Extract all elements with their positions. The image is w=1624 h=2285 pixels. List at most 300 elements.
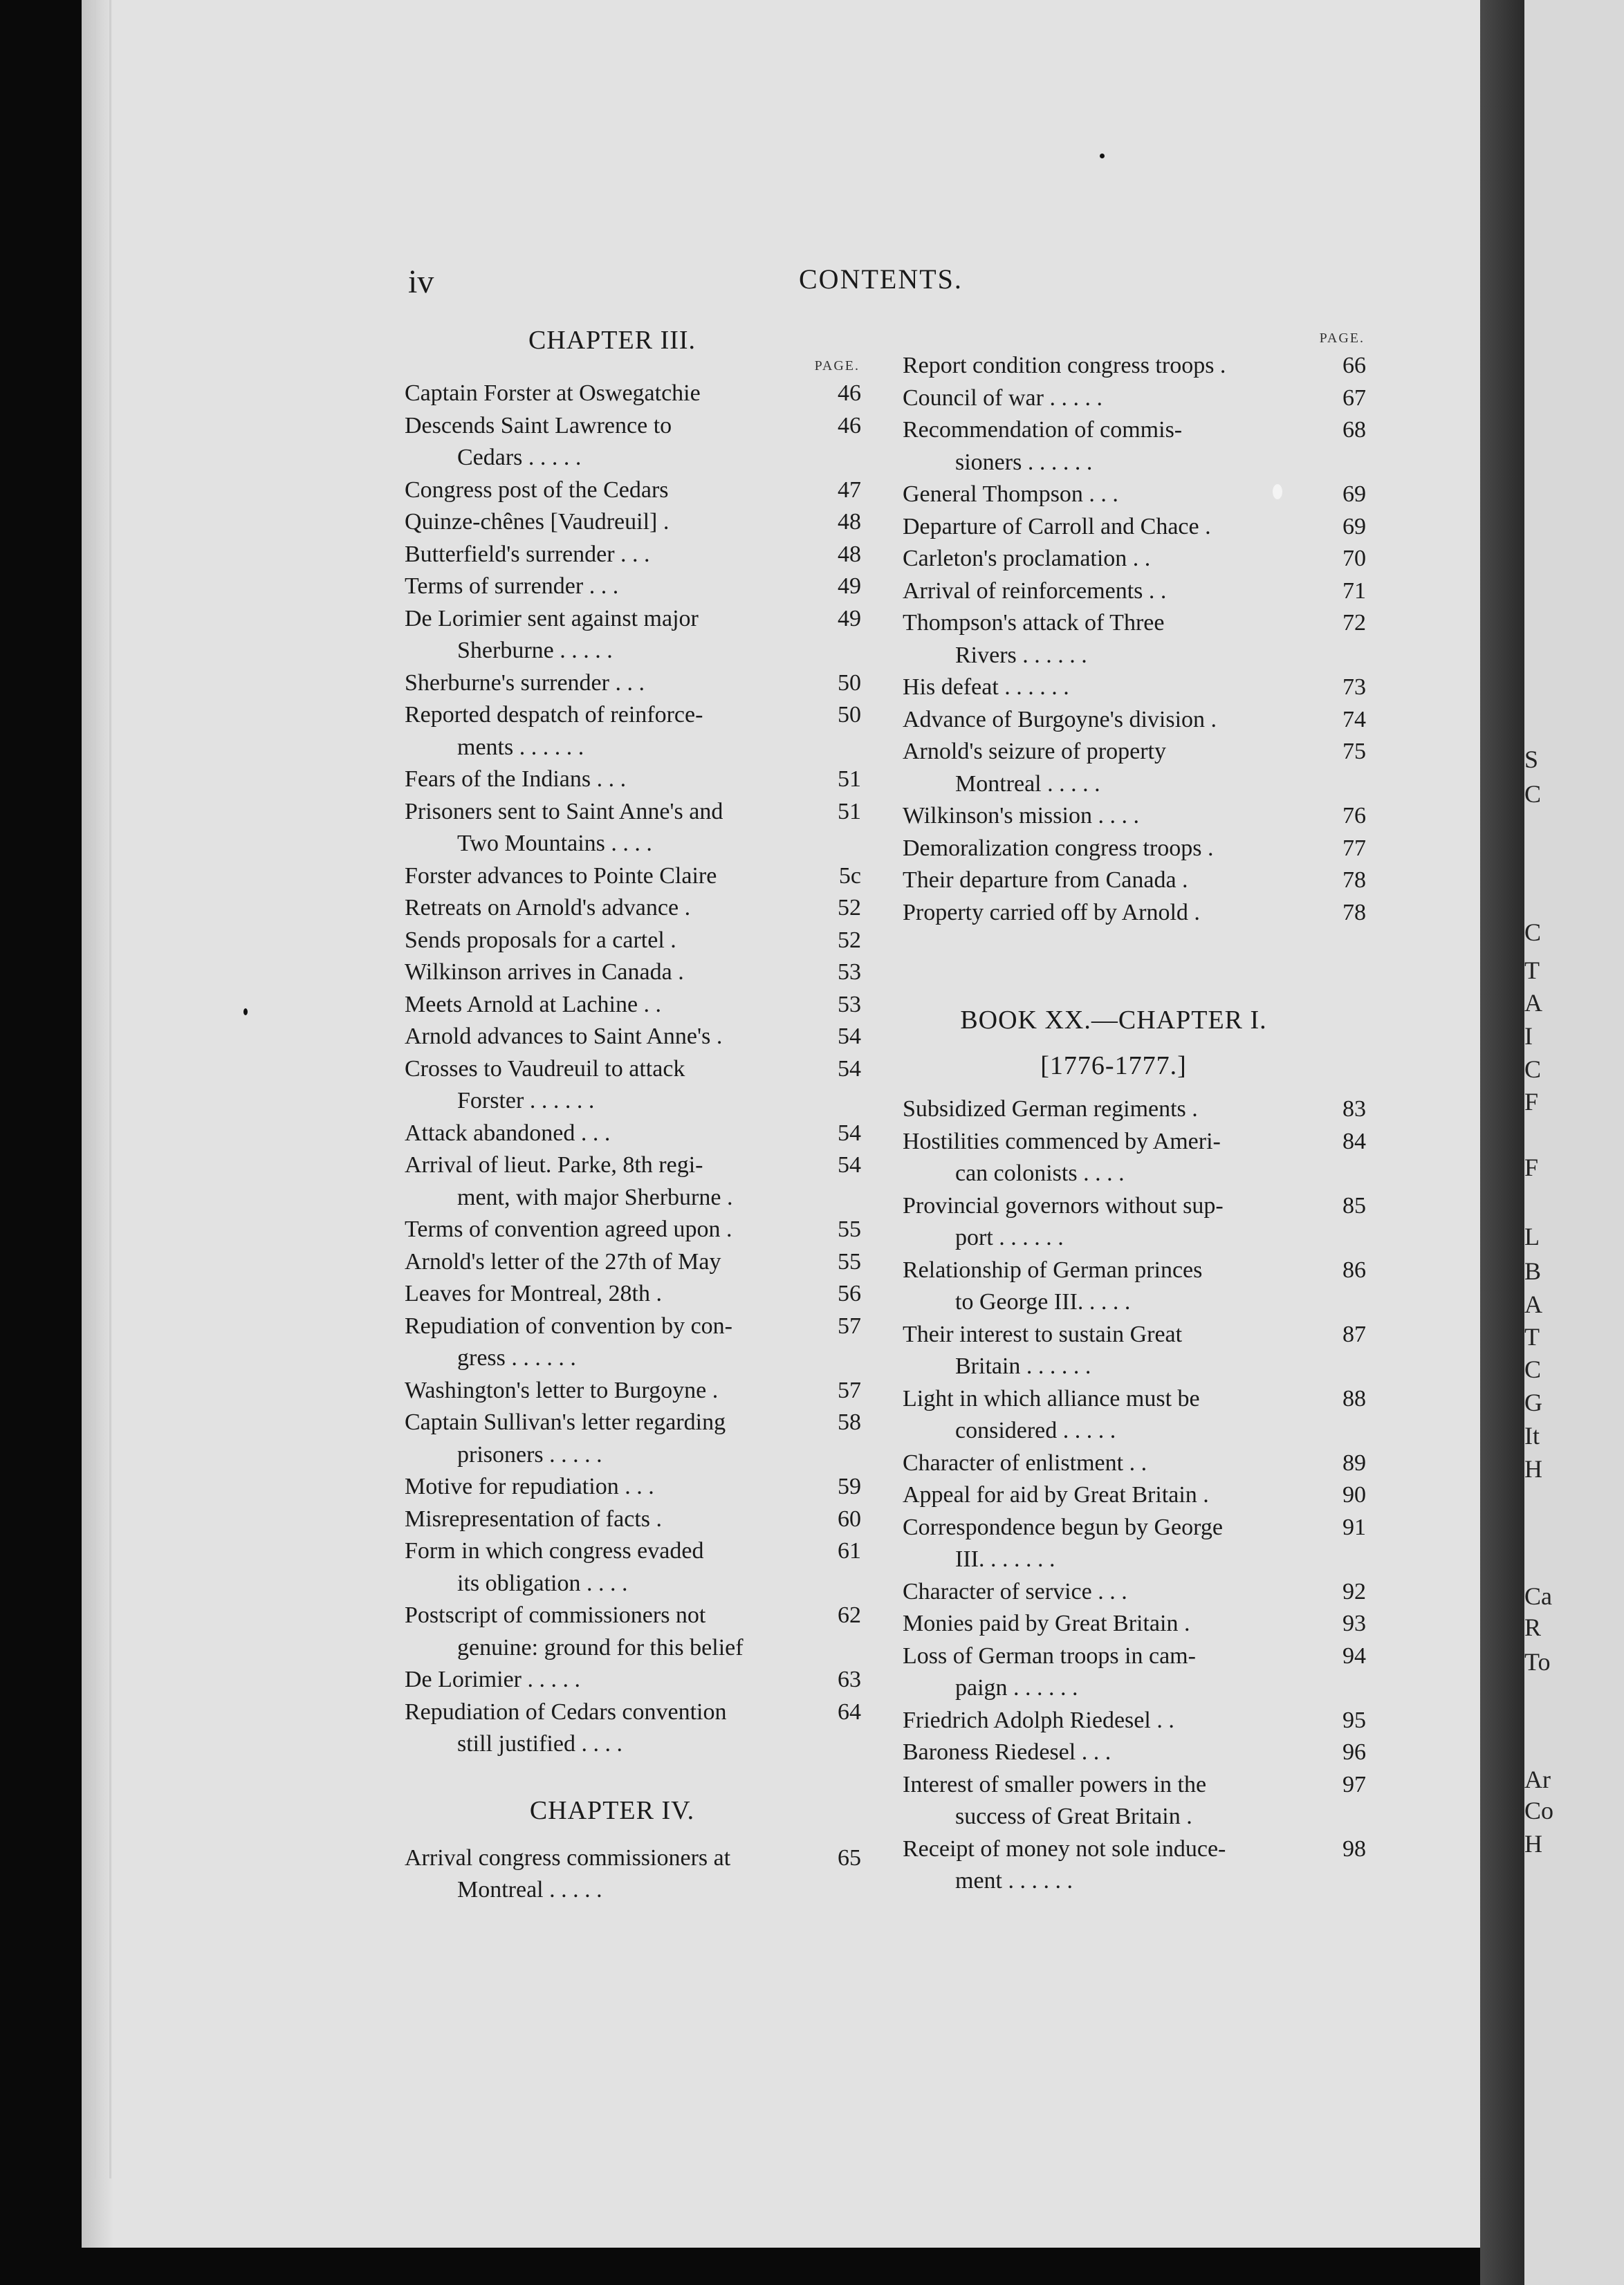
toc-page-number: 73 [1342, 674, 1366, 700]
toc-entry-continuation: Rivers . . . . . . [955, 642, 1087, 668]
toc-entry-title [903, 1383, 1325, 1447]
toc-entry [903, 1512, 1366, 1576]
toc-entry-text: Character of enlistment . . [903, 1450, 1147, 1476]
toc-entry-text: Attack abandoned . . . [405, 1120, 611, 1146]
toc-entry-text: Property carried off by Arnold . [903, 899, 1200, 925]
toc-entry-text: Meets Arnold at Lachine . . [405, 991, 662, 1017]
toc-entry [405, 539, 861, 571]
toc-entry-text: Friedrich Adolph Riedesel . . [903, 1707, 1174, 1733]
toc-entry-continuation: still justified . . . . [457, 1731, 622, 1757]
toc-entry [405, 1696, 861, 1761]
toc-entry [405, 956, 861, 989]
toc-entry-title [405, 1504, 820, 1536]
toc-entry [903, 575, 1366, 608]
toc-page-number: 54 [838, 1120, 861, 1146]
toc-entry-continuation: Cedars . . . . . [457, 445, 582, 470]
toc-page-number: 65 [838, 1844, 861, 1871]
toc-entry-title [405, 699, 820, 764]
toc-page-number: 55 [838, 1216, 861, 1242]
ink-speck [243, 1008, 248, 1015]
toc-entry [405, 1118, 861, 1150]
toc-entry-text: Provincial governors without sup- [903, 1192, 1224, 1219]
toc-page-number: 95 [1342, 1707, 1366, 1733]
toc-entry [903, 704, 1366, 737]
toc-entry-text: Form in which congress evaded [405, 1538, 704, 1564]
toc-page-number: 54 [838, 1152, 861, 1178]
toc-page-number: 88 [1342, 1385, 1366, 1412]
toc-entry-continuation: Britain . . . . . . [955, 1353, 1091, 1379]
page-fold-line [109, 0, 111, 2178]
toc-entry [405, 410, 861, 474]
toc-entry-continuation: considered . . . . . [955, 1418, 1116, 1443]
toc-entry-continuation: Montreal . . . . . [955, 770, 1100, 797]
facing-page-fragment: To [1524, 1648, 1551, 1676]
toc-page-number: 54 [838, 1055, 861, 1082]
toc-entry-text: Quinze-chênes [Vaudreuil] . [405, 509, 670, 535]
toc-entry-text: Arrival of reinforcements . . [903, 577, 1167, 604]
toc-entry [405, 603, 861, 667]
toc-entry-text: Interest of smaller powers in the [903, 1771, 1207, 1797]
toc-entry [405, 1842, 861, 1907]
toc-page-number: 98 [1342, 1835, 1366, 1862]
toc-entry [903, 414, 1366, 479]
toc-entry-title [903, 1190, 1325, 1255]
toc-entry-text: Fears of the Indians . . . [405, 766, 627, 792]
toc-entry [903, 1319, 1366, 1383]
toc-page-number: 89 [1342, 1450, 1366, 1476]
toc-page-number: 92 [1342, 1578, 1366, 1604]
toc-entry-title [405, 1311, 820, 1375]
toc-entry-title [405, 1696, 820, 1761]
toc-entry-text: Arnold's seizure of property [903, 739, 1166, 764]
toc-entry-title [903, 1640, 1325, 1705]
toc-entry [405, 892, 861, 925]
toc-page-number: 5c [838, 862, 861, 889]
toc-entry-title [903, 800, 1325, 833]
toc-entry [903, 1608, 1366, 1640]
toc-page-number: 78 [1342, 899, 1366, 925]
toc-entry-title [405, 860, 820, 893]
toc-entry [903, 897, 1366, 929]
toc-entry [903, 511, 1366, 544]
toc-entry-title [405, 1246, 820, 1279]
chapter-iv-entries [405, 1842, 861, 1907]
toc-entry [903, 672, 1366, 704]
toc-page-number: 46 [838, 380, 861, 406]
toc-entry [405, 699, 861, 764]
toc-entry-title [405, 378, 820, 410]
toc-entry [903, 382, 1366, 415]
toc-entry [405, 1246, 861, 1279]
toc-entry [903, 736, 1366, 800]
toc-entry-text: Prisoners sent to Saint Anne's and [405, 798, 723, 824]
toc-entry [903, 1255, 1366, 1319]
toc-entry-continuation: ments . . . . . . [457, 734, 584, 760]
toc-page-number: 49 [838, 605, 861, 631]
toc-entry-title [405, 1664, 820, 1696]
toc-entry-title [903, 1512, 1325, 1576]
facing-page-fragment: F [1524, 1154, 1539, 1181]
toc-entry-title [903, 1319, 1325, 1383]
toc-entry [903, 1190, 1366, 1255]
toc-entry-continuation: III. . . . . . . [955, 1546, 1055, 1572]
toc-page-number: 59 [838, 1474, 861, 1499]
toc-entry-text: Loss of German troops in cam- [903, 1643, 1196, 1669]
toc-page-number: 96 [1342, 1739, 1366, 1765]
toc-page-number: 90 [1342, 1482, 1366, 1508]
toc-page-number: 46 [838, 412, 861, 438]
toc-entry-text: Congress post of the Cedars [405, 477, 669, 503]
toc-entry-title [903, 704, 1325, 737]
toc-entry-text: Baroness Riedesel . . . [903, 1739, 1111, 1765]
toc-entry-text: Repudiation of convention by con- [405, 1313, 733, 1339]
toc-entry-text: Terms of convention agreed upon . [405, 1216, 732, 1242]
toc-entry-title [903, 1447, 1325, 1480]
toc-entry [405, 378, 861, 410]
toc-entry-text: De Lorimier sent against major [405, 605, 699, 631]
toc-entry-text: Hostilities commenced by Ameri- [903, 1128, 1221, 1154]
toc-entry-title [405, 764, 820, 796]
toc-entry [903, 864, 1366, 897]
page-title: CONTENTS. [799, 263, 963, 295]
toc-entry [903, 1576, 1366, 1609]
toc-entry-continuation: ment, with major Sherburne . [457, 1184, 733, 1210]
page-fold-line [94, 0, 96, 2178]
toc-page-number: 56 [838, 1281, 861, 1306]
toc-entry-continuation: prisoners . . . . . [457, 1441, 602, 1468]
facing-page-fragment: T [1524, 1323, 1540, 1351]
facing-page-fragment: L [1524, 1223, 1540, 1250]
toc-page-number: 50 [838, 669, 861, 696]
toc-entry-text: Wilkinson arrives in Canada . [405, 959, 684, 985]
facing-page-fragment: It [1524, 1422, 1540, 1450]
toc-page-number: 91 [1342, 1514, 1366, 1540]
toc-entry [903, 543, 1366, 575]
facing-page-fragment: C [1524, 780, 1542, 808]
toc-entry-text: Carleton's proclamation . . [903, 546, 1151, 571]
toc-page-number: 68 [1342, 417, 1366, 443]
toc-entry-title [903, 1769, 1325, 1833]
toc-entry-title [405, 1053, 820, 1118]
toc-page-number: 58 [838, 1409, 861, 1435]
toc-page-number: 48 [838, 509, 861, 535]
book-chapter-heading: BOOK XX.—CHAPTER I. [960, 1006, 1267, 1035]
toc-entry-text: Retreats on Arnold's advance . [405, 895, 691, 921]
toc-entry-text: Their interest to sustain Great [903, 1321, 1183, 1347]
toc-entry-text: Light in which alliance must be [903, 1385, 1200, 1412]
toc-page-number: 48 [838, 541, 861, 567]
toc-entry-text: Character of service . . . [903, 1578, 1127, 1604]
toc-page-number: 72 [1342, 610, 1366, 636]
toc-entry [903, 1769, 1366, 1833]
toc-entry [405, 1021, 861, 1053]
chapter-heading: CHAPTER III. [528, 326, 696, 355]
facing-page-fragment: G [1524, 1389, 1542, 1416]
toc-entry [405, 1278, 861, 1311]
facing-page-fragment: H [1524, 1830, 1542, 1858]
page-column-label: PAGE. [1319, 331, 1365, 346]
toc-entry [405, 1214, 861, 1246]
toc-entry [903, 1705, 1366, 1737]
toc-entry-title [405, 539, 820, 571]
page-column-label: PAGE. [814, 358, 860, 373]
facing-page-fragment: C [1524, 918, 1542, 946]
toc-entry-text: Arnold advances to Saint Anne's . [405, 1024, 723, 1049]
toc-entry [405, 764, 861, 796]
toc-entry [405, 1504, 861, 1536]
toc-page-number: 77 [1342, 835, 1366, 861]
toc-entry [405, 1471, 861, 1504]
toc-entry [903, 1126, 1366, 1190]
toc-entry-title [405, 1118, 820, 1150]
toc-page-number: 69 [1342, 513, 1366, 539]
toc-entry-text: Subsidized German regiments . [903, 1096, 1198, 1122]
toc-entry-title [903, 607, 1325, 672]
toc-entry [405, 860, 861, 893]
toc-entry-text: Receipt of money not sole induce- [903, 1835, 1226, 1862]
toc-page-number: 51 [838, 798, 861, 824]
toc-entry-title [405, 1214, 820, 1246]
toc-entry [405, 506, 861, 539]
toc-entry-title [405, 1535, 820, 1600]
toc-entry-continuation: genuine: ground for this belief [457, 1634, 744, 1660]
toc-page-number: 62 [838, 1602, 861, 1628]
toc-entry-title [903, 382, 1325, 415]
toc-page-number: 75 [1342, 739, 1366, 764]
facing-page-fragment: T [1524, 956, 1540, 984]
toc-entry [405, 1311, 861, 1375]
toc-entry-title [903, 1737, 1325, 1769]
toc-page-number: 47 [838, 477, 861, 503]
facing-page-fragment: C [1524, 1055, 1542, 1083]
toc-page-number: 52 [838, 895, 861, 921]
toc-entry-title [903, 1608, 1325, 1640]
toc-entry-title [405, 989, 820, 1021]
facing-page-fragment: A [1524, 989, 1542, 1017]
toc-entry [405, 1600, 861, 1664]
toc-page-number: 84 [1342, 1128, 1366, 1154]
page-number: iv [408, 263, 434, 300]
toc-entry-text: Correspondence begun by George [903, 1514, 1223, 1540]
book-xx-entries [903, 1093, 1366, 1898]
toc-entry-title [903, 897, 1325, 929]
toc-entry-title [903, 672, 1325, 704]
toc-entry-text: Motive for repudiation . . . [405, 1474, 654, 1499]
toc-entry-continuation: to George III. . . . . [955, 1289, 1131, 1315]
toc-entry-title [903, 1705, 1325, 1737]
facing-page-fragment: I [1524, 1022, 1533, 1050]
toc-page-number: 76 [1342, 803, 1366, 829]
toc-entry-title [903, 543, 1325, 575]
toc-entry-title [903, 350, 1325, 382]
toc-entry [405, 474, 861, 507]
toc-entry-title [903, 1479, 1325, 1512]
toc-entry-text: Postscript of commissioners not [405, 1602, 706, 1628]
toc-entry-title [405, 1021, 820, 1053]
chapter-date-range: [1776-1777.] [1040, 1051, 1187, 1080]
toc-entry-text: Departure of Carroll and Chace . [903, 513, 1211, 539]
toc-page-number: 69 [1342, 481, 1366, 507]
toc-page-number: 50 [838, 702, 861, 728]
toc-entry-title [405, 410, 820, 474]
toc-entry [405, 571, 861, 603]
facing-page-fragment: Ca [1524, 1582, 1552, 1610]
ink-speck [1100, 154, 1105, 158]
facing-page-fragment: H [1524, 1455, 1542, 1483]
toc-entry-continuation: ment . . . . . . [955, 1868, 1073, 1894]
toc-entry-text: Captain Forster at Oswegatchie [405, 380, 701, 406]
toc-entry-text: Recommendation of commis- [903, 417, 1183, 443]
toc-entry-text: Their departure from Canada . [903, 867, 1188, 893]
facing-page [1524, 0, 1624, 2285]
toc-entry-continuation: Forster . . . . . . [457, 1088, 595, 1113]
toc-page-number: 78 [1342, 867, 1366, 893]
toc-entry [405, 1149, 861, 1214]
toc-entry-title [405, 925, 820, 957]
toc-entry-continuation: paign . . . . . . [955, 1675, 1078, 1701]
toc-entry-title [903, 1576, 1325, 1609]
facing-page-fragment: R [1524, 1613, 1542, 1641]
toc-entry-text: Arrival of lieut. Parke, 8th regi- [405, 1152, 703, 1178]
toc-entry [903, 1447, 1366, 1480]
chapter-heading: CHAPTER IV. [529, 1795, 695, 1825]
toc-entry-title [903, 736, 1325, 800]
toc-entry-title [405, 474, 820, 507]
toc-entry-text: Report condition congress troops . [903, 353, 1226, 378]
toc-entry-title [903, 511, 1325, 544]
facing-page-fragment: B [1524, 1257, 1542, 1285]
toc-entry-continuation: success of Great Britain . [955, 1804, 1192, 1829]
toc-entry-text: Arrival congress commissioners at [405, 1844, 731, 1871]
toc-page-number: 49 [838, 573, 861, 599]
toc-entry [903, 1833, 1366, 1898]
toc-entry [405, 667, 861, 700]
facing-page-fragment: F [1524, 1088, 1539, 1116]
toc-page-number: 83 [1342, 1096, 1366, 1122]
toc-entry-title [405, 1842, 820, 1907]
toc-page-number: 86 [1342, 1257, 1366, 1283]
toc-entry [405, 1664, 861, 1696]
toc-entry [903, 1383, 1366, 1447]
toc-entry-text: Descends Saint Lawrence to [405, 412, 672, 438]
toc-entry-text: Advance of Burgoyne's division . [903, 706, 1217, 732]
toc-entry-text: Arnold's letter of the 27th of May [405, 1248, 721, 1275]
toc-entry [903, 1093, 1366, 1126]
toc-entry-text: Reported despatch of reinforce- [405, 702, 703, 728]
toc-entry-continuation: port . . . . . . [955, 1225, 1064, 1250]
toc-entry-text: His defeat . . . . . . [903, 674, 1069, 700]
toc-entry [405, 1535, 861, 1600]
toc-entry-title [903, 1126, 1325, 1190]
toc-entry-continuation: sioners . . . . . . [955, 449, 1093, 475]
toc-entry-text: Council of war . . . . . [903, 385, 1102, 411]
toc-page-number: 94 [1342, 1643, 1366, 1669]
toc-entry-text: Wilkinson's mission . . . . [903, 803, 1139, 829]
toc-page-number: 51 [838, 766, 861, 792]
toc-entry-continuation: Sherburne . . . . . [457, 638, 613, 663]
toc-entry-text: Monies paid by Great Britain . [903, 1611, 1190, 1636]
toc-entry [405, 1053, 861, 1118]
toc-page-number: 53 [838, 959, 861, 985]
toc-entry-text: Appeal for aid by Great Britain . [903, 1482, 1209, 1508]
toc-entry-text: Leaves for Montreal, 28th . [405, 1281, 662, 1306]
running-head [408, 263, 1321, 304]
toc-entry [903, 1640, 1366, 1705]
toc-entry [405, 796, 861, 860]
toc-page-number: 67 [1342, 385, 1366, 411]
toc-entry [405, 925, 861, 957]
toc-entry-title [405, 1375, 820, 1407]
toc-entry [903, 833, 1366, 865]
toc-entry-continuation: Montreal . . . . . [457, 1877, 602, 1903]
toc-page-number: 87 [1342, 1321, 1366, 1347]
toc-page-number: 93 [1342, 1611, 1366, 1636]
toc-entry-text: Demoralization congress troops . [903, 835, 1214, 861]
toc-entry-title [903, 1833, 1325, 1898]
toc-page-number: 71 [1342, 577, 1366, 604]
toc-page-number: 52 [838, 927, 861, 953]
toc-entry-text: Sherburne's surrender . . . [405, 669, 645, 696]
toc-entry-title [405, 796, 820, 860]
toc-entry-continuation: gress . . . . . . [457, 1345, 576, 1371]
toc-page-number: 57 [838, 1313, 861, 1339]
toc-page-number: 61 [838, 1538, 861, 1564]
toc-entry-text: Thompson's attack of Three [903, 610, 1165, 636]
toc-entry-title [903, 575, 1325, 608]
toc-entry-text: De Lorimier . . . . . [405, 1667, 580, 1692]
toc-entry-text: Crosses to Vaudreuil to attack [405, 1055, 685, 1082]
toc-entry-title [405, 603, 820, 667]
toc-entry-text: Captain Sullivan's letter regarding [405, 1409, 726, 1435]
toc-page-number: 97 [1342, 1771, 1366, 1797]
toc-entry-title [405, 1149, 820, 1214]
toc-entry-text: Washington's letter to Burgoyne . [405, 1377, 719, 1403]
binding-shadow [1480, 0, 1524, 2285]
facing-page-fragment: C [1524, 1356, 1542, 1383]
toc-entry-title [903, 1255, 1325, 1319]
toc-entry-text: Sends proposals for a cartel . [405, 927, 676, 953]
toc-entry-text: General Thompson . . . [903, 481, 1118, 507]
toc-entry-text: Butterfield's surrender . . . [405, 541, 650, 567]
toc-entry-continuation: its obligation . . . . [457, 1570, 628, 1596]
toc-entry [903, 800, 1366, 833]
toc-page-number: 54 [838, 1024, 861, 1049]
toc-page-number: 55 [838, 1248, 861, 1275]
toc-entry-title [903, 864, 1325, 897]
toc-entry-title [903, 414, 1325, 479]
toc-entry-title [405, 506, 820, 539]
toc-page-number: 74 [1342, 706, 1366, 732]
toc-entry-title [405, 571, 820, 603]
continued-entries [903, 350, 1366, 929]
toc-entry-title [405, 1600, 820, 1664]
toc-entry [903, 607, 1366, 672]
toc-entry-continuation: Two Mountains . . . . [457, 831, 652, 856]
toc-entry-continuation: can colonists . . . . [955, 1160, 1125, 1186]
toc-entry-title [903, 833, 1325, 865]
toc-page-number: 64 [838, 1699, 861, 1725]
chapter-iii-entries [405, 378, 861, 1761]
toc-entry [903, 479, 1366, 511]
toc-entry [903, 350, 1366, 382]
toc-entry [903, 1479, 1366, 1512]
toc-entry-title [405, 956, 820, 989]
toc-page-number: 53 [838, 991, 861, 1017]
facing-page-fragment: A [1524, 1290, 1542, 1318]
toc-entry [405, 1407, 861, 1471]
toc-entry-title [405, 1471, 820, 1504]
facing-page-fragment: S [1524, 746, 1539, 773]
